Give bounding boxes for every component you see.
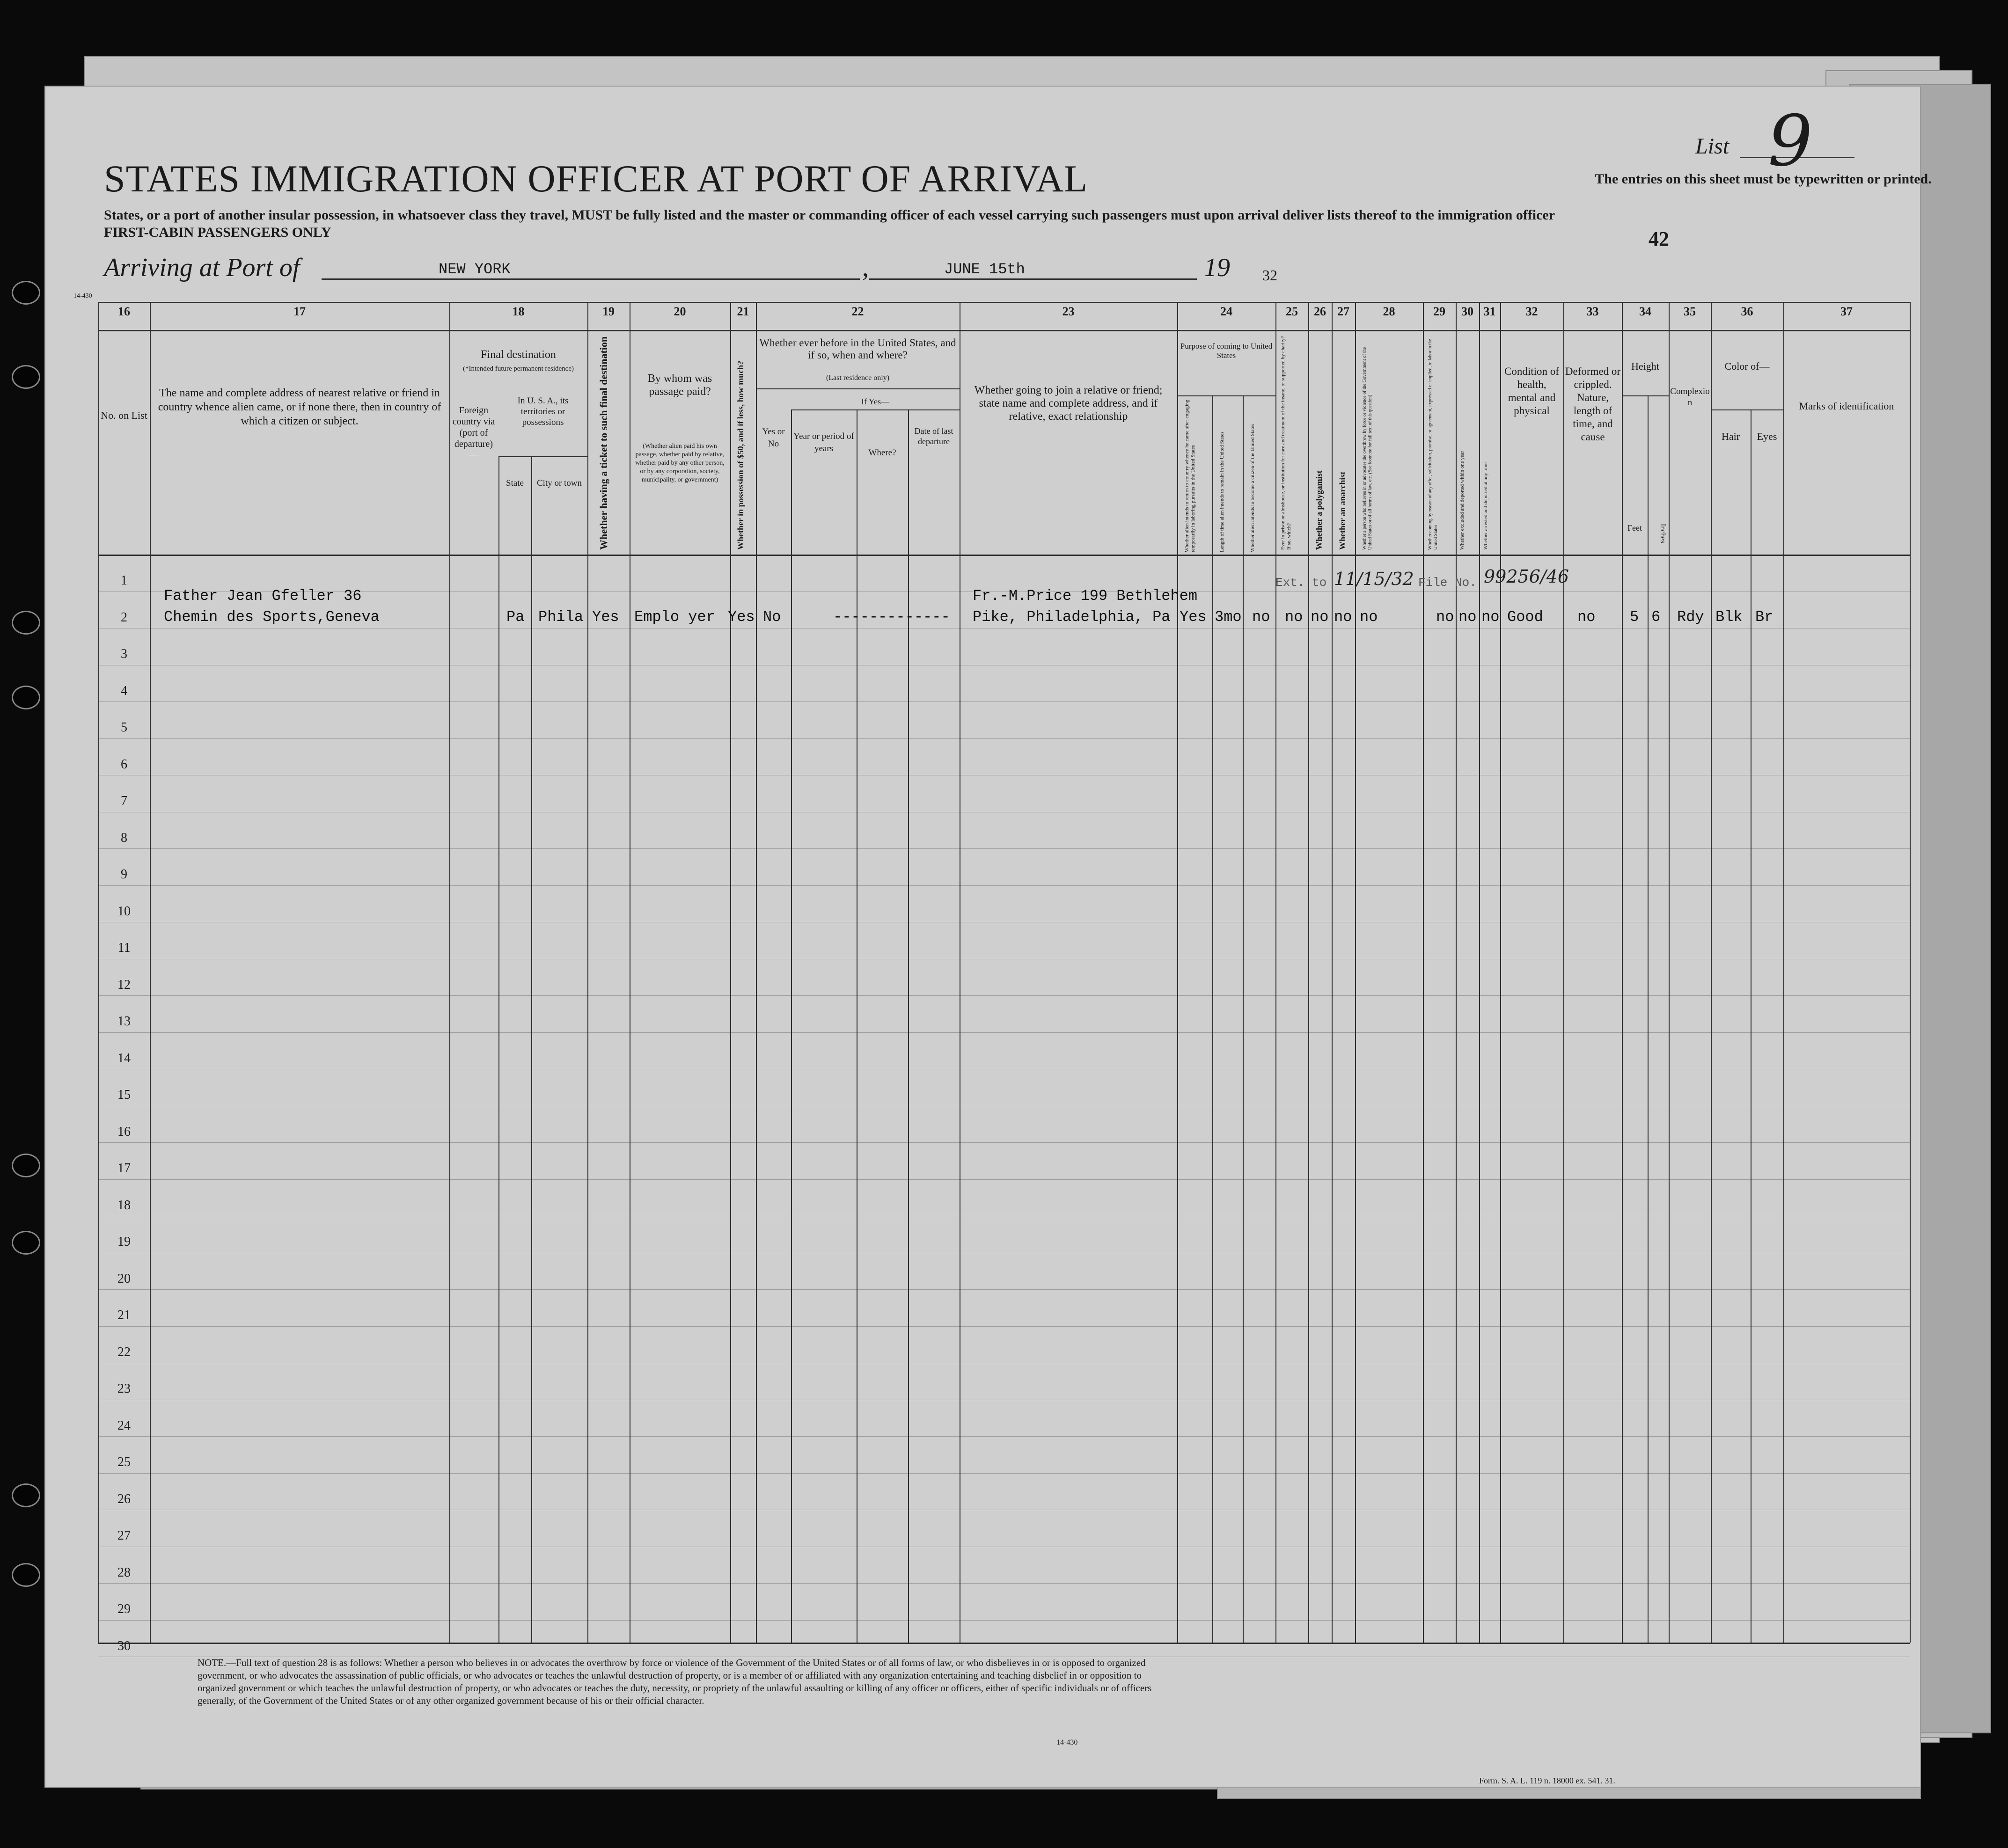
col-number: 16: [118, 305, 130, 318]
col-rule: [1711, 302, 1712, 1643]
col-rule: [449, 302, 450, 1643]
row-rule: [98, 1436, 1910, 1437]
header-polygamist: Whether a polygamist: [1314, 470, 1324, 550]
entry-before: No: [763, 608, 781, 626]
port-underline: [322, 278, 860, 280]
row-rule: [98, 995, 1910, 996]
table-bottom-rule: [98, 1643, 1910, 1644]
date-underline: [869, 278, 1197, 280]
col-rule: [587, 302, 588, 1643]
col-number: 29: [1433, 305, 1445, 318]
binder-hole: [12, 1483, 40, 1507]
entry-c26: no: [1311, 608, 1329, 626]
col-number: 17: [293, 305, 306, 318]
join-line-2: Pike, Philadelphia, Pa: [973, 608, 1171, 626]
row-number: 6: [121, 757, 127, 772]
row-rule: [98, 1620, 1910, 1621]
port-value: NEW YORK: [439, 261, 511, 278]
col-number: 20: [674, 305, 686, 318]
row-number: 9: [121, 867, 127, 882]
entry-c30: no: [1458, 608, 1477, 626]
entry-ticket: Yes: [592, 608, 619, 626]
arriving-label: Arriving at Port of: [104, 253, 300, 282]
col-rule: [1479, 302, 1480, 1643]
row-number: 1: [121, 573, 127, 588]
row-rule: [98, 885, 1910, 886]
col-number: 18: [512, 305, 525, 318]
header-passage: By whom was passage paid?: [647, 373, 712, 398]
header-join-relative: Whether going to join a relative or friend; state name and complete address, and if relative, exact relationship: [974, 384, 1163, 423]
entry-hair: Blk: [1715, 608, 1743, 626]
col-rule: [1355, 302, 1356, 1643]
col-rule: [1332, 302, 1333, 1643]
col-number: 33: [1586, 305, 1599, 318]
row-number: 25: [117, 1455, 131, 1469]
row-rule: [98, 738, 1910, 739]
row-number: 29: [117, 1602, 131, 1616]
row-number: 15: [117, 1088, 131, 1102]
row-rule: [98, 1179, 1910, 1180]
row-number: 23: [117, 1381, 131, 1396]
header-before-note: (Last residence only): [826, 374, 890, 382]
manifest-sheet: [44, 86, 1932, 1788]
relative-line-1: Father Jean Gfeller 36: [164, 587, 362, 605]
col-number: 28: [1383, 305, 1395, 318]
header-purpose: Purpose of coming to United States: [1180, 342, 1273, 360]
col-rule: [1783, 302, 1784, 1643]
entry-purpose-a: Yes: [1180, 608, 1207, 626]
col-number: 21: [737, 305, 749, 318]
row-rule: [98, 1142, 1910, 1143]
entry-before-dashes: -------------: [833, 608, 950, 626]
header-anarchist: Whether an anarchist: [1338, 471, 1347, 550]
entry-eyes: Br: [1755, 608, 1773, 626]
header-marks: Marks of identification: [1799, 400, 1894, 412]
header-feet: Feet: [1627, 523, 1642, 533]
header-year-period: Year or period of years: [793, 431, 854, 453]
footnote-code: 14-430: [1056, 1738, 1078, 1746]
year-suffix: 32: [1262, 267, 1277, 284]
col-number: 37: [1840, 305, 1853, 318]
row-number: 5: [121, 720, 127, 735]
row-number: 7: [121, 794, 127, 808]
binder-hole: [12, 1563, 40, 1587]
header-c25: Ever in prison or almshouse, or institution for care and treatment of the insane, or supported by charity? If so, which?: [1280, 336, 1292, 550]
row-number: 24: [117, 1418, 131, 1433]
header-yes-or-no: Yes or No: [762, 427, 785, 449]
row-number: 16: [117, 1124, 131, 1139]
header-height: Height: [1631, 360, 1659, 372]
col-number: 36: [1741, 305, 1753, 318]
row-number: 3: [121, 647, 127, 661]
col-number: 27: [1337, 305, 1349, 318]
binder-hole: [12, 281, 40, 305]
col-number: 24: [1220, 305, 1232, 318]
sheet-number: 42: [1649, 227, 1669, 250]
sub-rule: [1622, 395, 1669, 396]
row-number: 21: [117, 1308, 131, 1322]
list-label: List: [1695, 134, 1730, 159]
col-rule: [1456, 302, 1457, 1643]
col-rule: [1308, 302, 1309, 1643]
row-number: 10: [117, 904, 131, 919]
header-c31: Whether arrested and deported at any time: [1483, 462, 1488, 550]
year-prefix: 19: [1204, 253, 1230, 282]
col-number: 31: [1483, 305, 1496, 318]
header-no-on-list: No. on List: [101, 409, 147, 421]
comma: ,: [862, 253, 869, 282]
entry-c28: no: [1360, 608, 1378, 626]
col-number: 34: [1639, 305, 1651, 318]
footnote: NOTE.—Full text of question 28 is as follows: Whether a person who believes in or advocates the overthrow by force or violence of the Government of the United States or of all forms of law, or who disbelieves in or is opposed to organized government, or who advocates the assassination of public officials, or who advocates or teaches the unlawful destruction of property, or is a member of or affiliated with any organization entertaining and teaching disbelief in or opposition to organized government or which teaches the unlawful destruction of property, or who advocates or teaches the duty, necessity, or propriety of the unlawful assaulting or killing of any officer or officers, either of specific individuals or of officers generally, of the Government of the United States or of any other organized government because of his or their official character.: [198, 1657, 1152, 1706]
form-code: 14-430: [73, 292, 92, 299]
col-number: 25: [1286, 305, 1298, 318]
col-rule: [1275, 302, 1276, 1643]
row-number: 12: [117, 977, 131, 992]
row-number: 13: [117, 1014, 131, 1029]
header-eyes: Eyes: [1757, 431, 1777, 442]
row-number: 17: [117, 1161, 131, 1176]
entry-passage: Emplo yer: [634, 608, 715, 626]
header-rule: [98, 330, 1910, 331]
row-rule: [98, 1326, 1910, 1327]
entry-feet: 5: [1630, 608, 1639, 626]
binder-hole: [12, 611, 40, 635]
list-number: 9: [1768, 101, 1813, 182]
col-rule: [1423, 302, 1424, 1643]
form-footer: Form. S. A. L. 119 n. 18000 ex. 541. 31.: [1479, 1776, 1615, 1785]
col-rule: [498, 456, 499, 1643]
entry-c31: no: [1481, 608, 1500, 626]
entry-c29: no: [1436, 608, 1454, 626]
header-c29: Whether coming by reason of any offer, solicitation, promise, or agreement, expressed or implied, to labor in the United States: [1428, 339, 1438, 550]
entry-c25: no: [1285, 608, 1303, 626]
table-top-rule: [98, 302, 1910, 303]
header-purpose-a: Whether alien intends to return to country whence he came after engaging temporarily in laboring pursuits in the United States: [1184, 400, 1196, 552]
entry-purpose-b: 3mo: [1215, 608, 1242, 626]
header-passage-note: (Whether alien paid his own passage, whether paid by relative, whether paid by any other person, or by any corporation, society, municipality, or government): [635, 443, 725, 483]
row-number: 22: [117, 1344, 131, 1359]
row-number: 30: [117, 1638, 131, 1653]
col-rule: [1212, 395, 1213, 1643]
instruction-text: States, or a port of another insular possession, in whatsoever class they travel, MUST be fully listed and the master or commanding officer of each vessel carrying such passengers must upon arrival deliver lists thereof to the immigration officer: [104, 207, 1555, 223]
ext-date: 11/15/32: [1334, 569, 1414, 589]
file-label: File No.: [1418, 576, 1477, 590]
row-rule: [98, 1289, 1910, 1290]
row-number: 14: [117, 1051, 131, 1066]
class-label: FIRST-CABIN PASSENGERS ONLY: [104, 225, 331, 240]
header-final-destination: Final destination: [481, 349, 556, 361]
header-relative: The name and complete address of nearest relative or friend in country whence alien came, or if none there, then in country of which a citizen or subject.: [158, 387, 441, 427]
col-number: 32: [1525, 305, 1538, 318]
row-number: 11: [117, 941, 131, 955]
header-purpose-c: Whether alien intends to become a citizen of the United States: [1250, 424, 1255, 552]
col-rule: [1648, 395, 1649, 1643]
binder-hole: [12, 1154, 40, 1177]
sub-rule: [1711, 409, 1783, 410]
sub-rule: [498, 456, 587, 457]
header-bottom-rule: [98, 555, 1910, 556]
header-deformed: Deformed or crippled. Nature, length of time, and cause: [1565, 365, 1621, 443]
header-fifty-dollars: Whether in possession of $50, and if less, how much?: [736, 360, 745, 550]
entry-state: Pa: [506, 608, 525, 626]
row-rule: [98, 1583, 1910, 1584]
col-number: 26: [1314, 305, 1326, 318]
col-rule: [1622, 302, 1623, 1643]
header-where: Where?: [868, 448, 896, 458]
col-number: 35: [1684, 305, 1696, 318]
header-final-destination-note: (*Intended future permanent residence): [463, 365, 574, 373]
header-in-usa: In U. S. A., its territories or possessions: [517, 396, 569, 427]
header-color-of: Color of—: [1724, 360, 1770, 372]
ext-label: Ext. to: [1275, 576, 1327, 590]
date-value: JUNE 15th: [944, 261, 1025, 278]
entry-fifty: Yes: [728, 608, 755, 626]
col-rule: [1243, 395, 1244, 1643]
col-rule: [908, 409, 909, 1643]
row-number: 2: [121, 610, 127, 625]
header-c30: Whether excluded and deported within one year: [1459, 451, 1465, 550]
join-line-1: Fr.-M.Price 199 Bethlehem: [973, 587, 1198, 605]
typewritten-note: The entries on this sheet must be typewritten or printed.: [1595, 171, 1932, 187]
row-rule: [98, 1032, 1910, 1033]
row-number: 26: [117, 1491, 131, 1506]
col-rule: [531, 456, 532, 1643]
col-rule: [98, 302, 99, 1643]
entry-health: Good: [1507, 608, 1543, 626]
row-rule: [98, 848, 1910, 849]
header-health: Condition of health, mental and physical: [1504, 365, 1559, 416]
col-number: 30: [1461, 305, 1473, 318]
entry-c27: no: [1334, 608, 1352, 626]
row-number: 28: [117, 1565, 131, 1580]
col-number: 19: [602, 305, 615, 318]
binder-hole: [12, 365, 40, 389]
row-number: 20: [117, 1271, 131, 1286]
sub-rule: [1177, 395, 1275, 396]
col-rule: [1751, 409, 1752, 1643]
header-c28: Whether a person who believes in or advocates the overthrow by force or violence of the Government of the United States or of all forms of law, etc. (See footnote for full text of this question): [1362, 347, 1373, 550]
header-purpose-b: Length of time alien intends to remain in the United States: [1219, 431, 1225, 552]
row-number: 27: [117, 1528, 131, 1543]
col-number: 22: [851, 305, 864, 318]
header-inches: Inches: [1659, 524, 1667, 543]
row-rule: [98, 701, 1910, 702]
entry-complexion: Rdy: [1677, 608, 1704, 626]
file-number: 99256/46: [1484, 566, 1569, 587]
header-ticket: Whether having a ticket to such final destination: [598, 336, 609, 550]
header-foreign-country: Foreign country via (port of departure)—: [452, 405, 495, 460]
header-city: City or town: [536, 478, 582, 488]
sub-rule: [756, 388, 960, 389]
col-rule: [1177, 302, 1178, 1643]
col-number: 23: [1062, 305, 1075, 318]
row-number: 19: [117, 1234, 131, 1249]
header-complexion: Complexion: [1670, 387, 1710, 408]
header-hair: Hair: [1721, 431, 1740, 442]
col-rule: [1910, 302, 1911, 1643]
entry-deformed: no: [1577, 608, 1596, 626]
col-rule: [150, 302, 151, 1643]
row-number: 4: [121, 683, 127, 698]
entry-purpose-c: no: [1252, 608, 1270, 626]
relative-line-2: Chemin des Sports,Geneva: [164, 608, 380, 626]
col-rule: [1500, 302, 1501, 1643]
binder-hole: [12, 1231, 40, 1255]
page-title: STATES IMMIGRATION OFFICER AT PORT OF ARRIVAL: [104, 157, 1088, 200]
header-date-last: Date of last departure: [914, 426, 953, 446]
row-number: 8: [121, 830, 127, 845]
entry-inches: 6: [1651, 608, 1661, 626]
col-rule: [730, 302, 731, 1643]
binder-hole: [12, 686, 40, 709]
row-number: 18: [117, 1198, 131, 1213]
header-before: Whether ever before in the United States, and if so, when and where?: [759, 337, 956, 361]
row-rule: [98, 1473, 1910, 1474]
col-rule: [756, 302, 757, 1643]
header-if-yes: If Yes—: [861, 397, 889, 406]
entry-city: Phila: [538, 608, 584, 626]
header-state: State: [506, 478, 524, 488]
col-rule: [1563, 302, 1564, 1643]
sub-rule: [791, 409, 960, 410]
col-rule: [1669, 302, 1670, 1643]
manifest-table: [98, 302, 1910, 1653]
col-rule: [791, 409, 792, 1643]
